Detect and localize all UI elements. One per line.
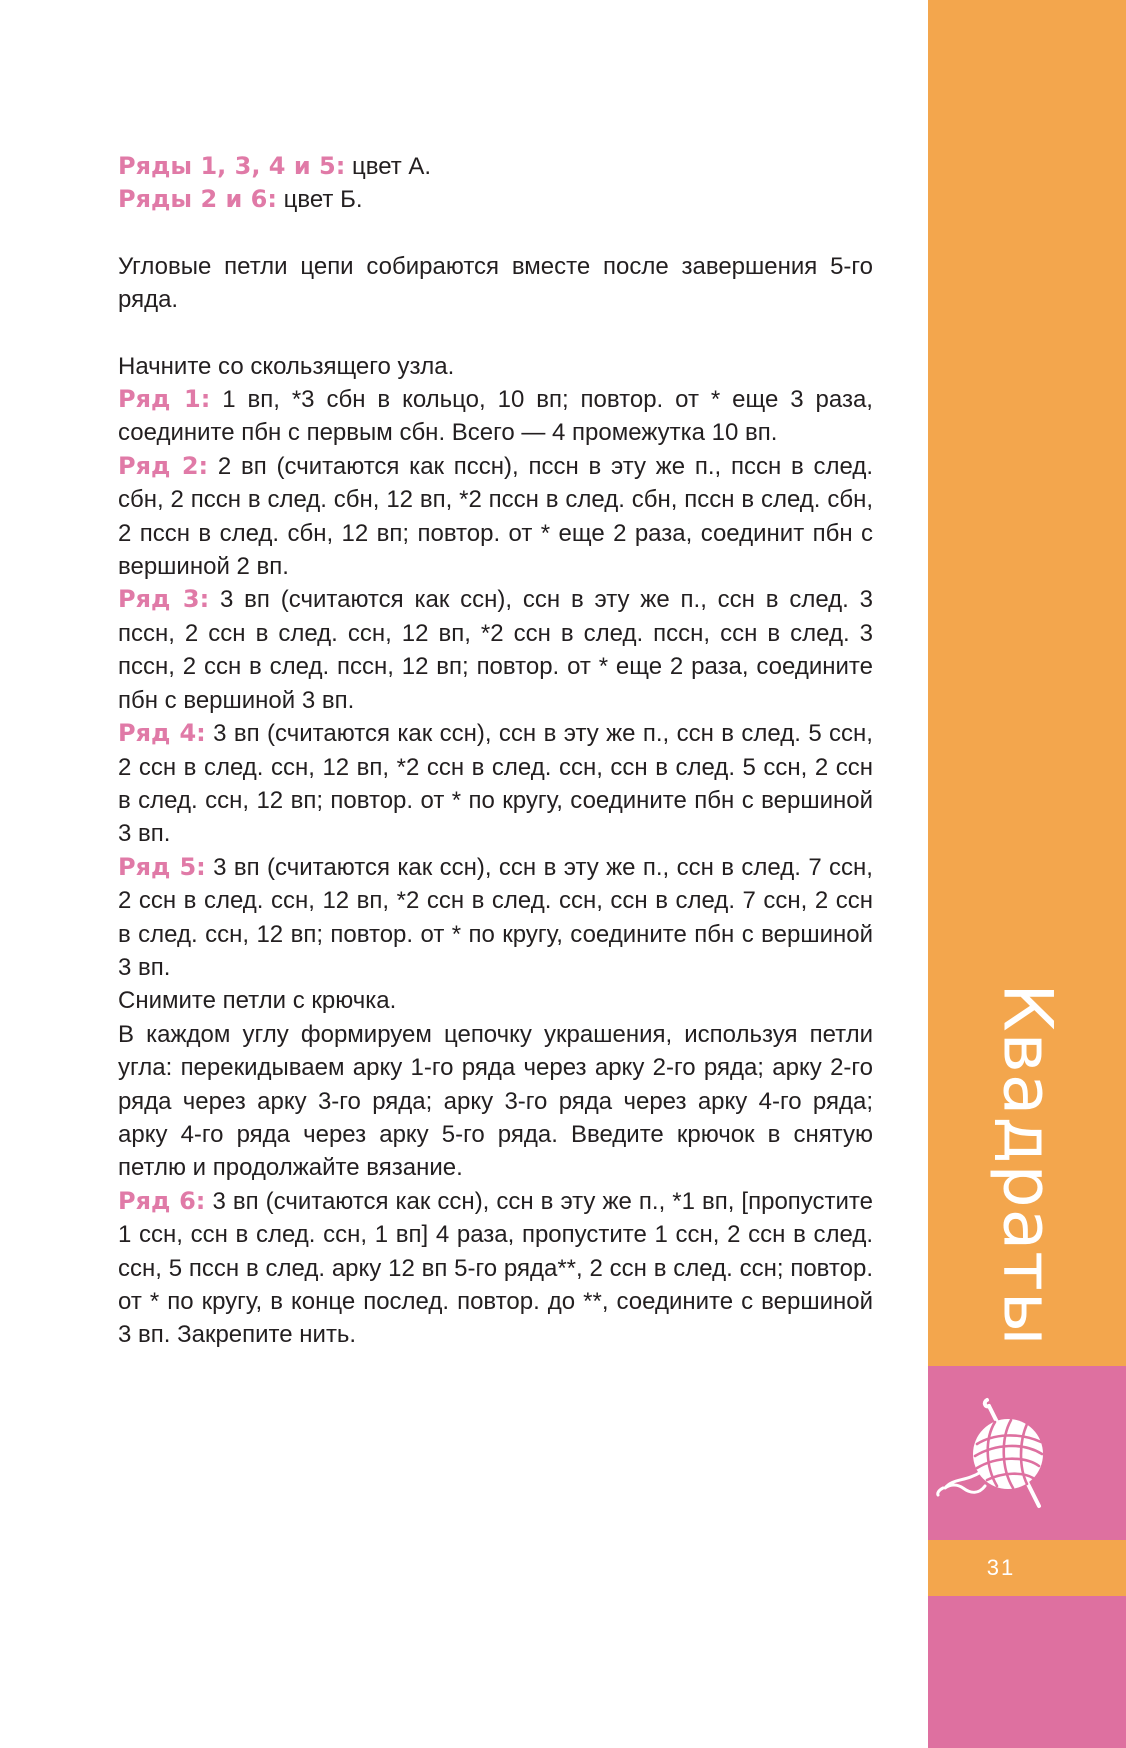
row-instruction — [118, 383, 873, 450]
color-row-label: Ряды 1, 3, 4 и 5: — [118, 152, 346, 180]
color-row-text: цвет Б. — [276, 186, 363, 214]
row-label: Ряд 3: — [118, 585, 210, 614]
color-row-text: цвет А. — [345, 153, 432, 180]
row-text: 2 вп (считаются как пссн), пссн в эту же п., пссн в след. сбн, 2 пссн в след. сбн, 12 вп, *2 пссн в след. сбн, пссн в след. сбн, 2 пссн в след. сбн, 12 вп; повтор. от * еще 2 раза, соединит пбн с вершиной 2 вп. — [118, 452, 873, 581]
row-instruction — [118, 450, 873, 584]
chapter-title-text: Квадраты — [987, 983, 1067, 1347]
row-text: 3 вп (считаются как ссн), ссн в эту же п., ссн в след. 7 ссн, 2 ссн в след. ссн, 12 вп, *2 ссн в след. ссн, ссн в след. 7 ссн, 2 ссн в след. ссн, 12 вп; повтор. от * по кругу, соедините пбн с вершиной 3 вп. — [118, 853, 873, 981]
note-paragraph: Угловые петли цепи собираются вместе после завершения 5-го ряда. — [118, 252, 873, 314]
corner-chain-instruction: В каждом углу формируем цепочку украшения, используя петли угла: перекидываем арку 1-го ряда через арку 2-го ряда; арку 2-го ряда через арку 3-го ряда; арку 3-го ряда через арку 4-го ряда; арку 4-го ряда через арку 5-го ряда. Введите крючок в снятую петлю и продолжайте вязание. — [118, 1020, 873, 1182]
row-label: Ряд 6: — [118, 1186, 206, 1215]
chapter-title — [928, 975, 1126, 1355]
color-row-label: Ряды 2 и 6: — [118, 185, 277, 214]
sidebar-bottom-band — [928, 1596, 1126, 1748]
row-label: Ряд 5: — [118, 852, 206, 881]
pattern-instructions — [118, 150, 873, 1352]
row-instruction — [118, 1185, 873, 1352]
color-row — [118, 150, 873, 183]
row-label: Ряд 1: — [118, 385, 211, 414]
spacer — [118, 317, 873, 350]
spacer — [118, 217, 873, 250]
row-instruction — [118, 717, 873, 851]
page-number: 31 — [986, 1555, 1016, 1580]
row-instruction — [118, 851, 873, 985]
row-instruction — [118, 583, 873, 717]
row-label: Ряд 2: — [118, 451, 209, 480]
row-label: Ряд 4: — [118, 719, 206, 748]
remove-loops-instruction: Снимите петли с крючка. — [118, 987, 397, 1015]
color-row — [118, 183, 873, 216]
row-text: 3 вп (считаются как ссн), ссн в эту же п., ссн в след. 5 ссн, 2 ссн в след. ссн, 12 вп, *2 ссн в след. ссн, ссн в след. 5 ссн, 2 ссн в след. ссн, 12 вп; повтор. от * по кругу, соедините пбн с вершиной 3 вп. — [118, 720, 873, 848]
row-text: 3 вп (считаются как ссн), ссн в эту же п., *1 вп, [пропустите 1 ссн, ссн в след. ссн, 1 вп] 4 раза, пропустите 1 ссн, 2 ссн в след. ссн, 5 пссн в след. арку 12 вп 5-го ряда**, 2 ссн в след. ссн; повтор. от * по кругу, в конце послед. повтор. до **, соедините с вершиной 3 вп. Закрепите нить. — [118, 1187, 873, 1349]
yarn-ball-crochet-hook-icon — [935, 1392, 1055, 1518]
start-instruction: Начните со скользящего узла. — [118, 352, 455, 380]
row-text: 3 вп (считаются как ссн), ссн в эту же п., ссн в след. 3 пссн, 2 ссн в след. ссн, 12 вп, *2 ссн в след. пссн, ссн в след. 3 пссн, 2 ссн в след. пссн, 12 вп; повтор. от * еще 2 раза, соедините пбн с вершиной 3 вп. — [118, 586, 873, 714]
row-text: 1 вп, *3 сбн в кольцо, 10 вп; повтор. от * еще 3 раза, соедините пбн с первым сбн. Всего — 4 промежутка 10 вп. — [118, 386, 873, 447]
